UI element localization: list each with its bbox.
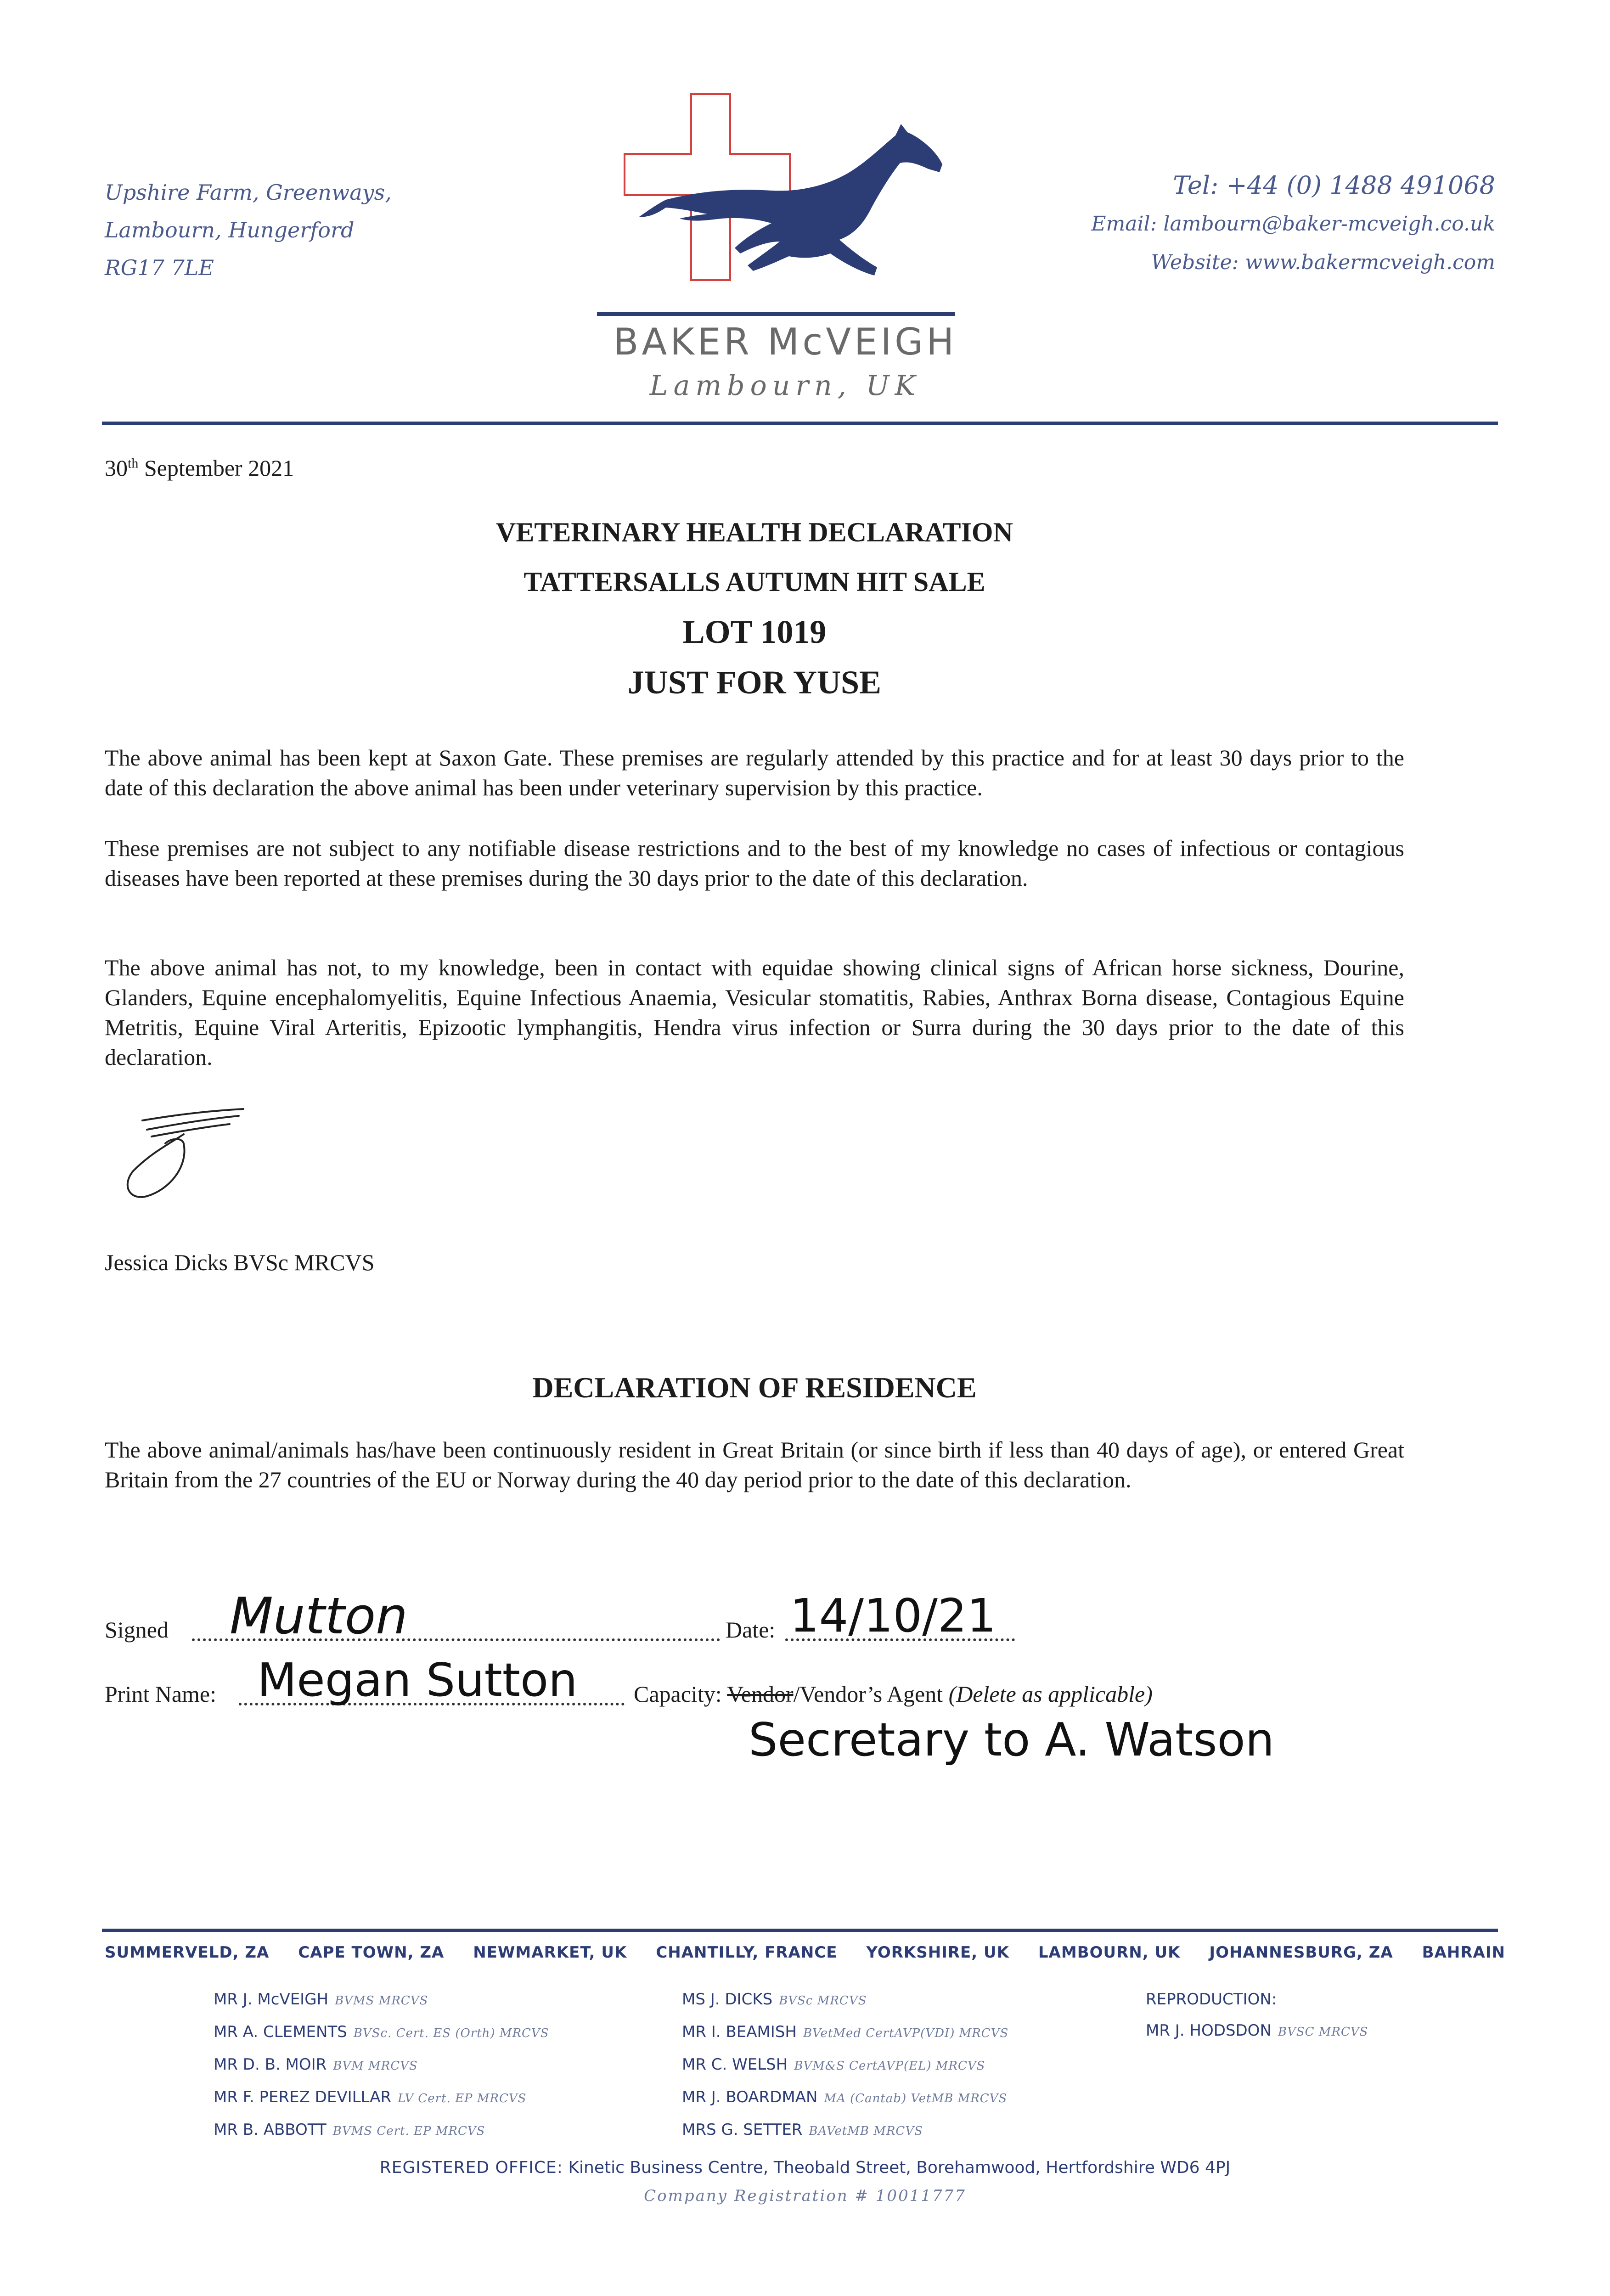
- registered-office-label: REGISTERED OFFICE:: [379, 2158, 563, 2177]
- website: Website: www.bakermcveigh.com: [1151, 251, 1495, 274]
- capacity-vendor-struck: Vendor: [727, 1681, 794, 1707]
- staff-name: REPRODUCTION:: [1146, 1990, 1277, 2009]
- print-name-handwriting[interactable]: Megan Sutton: [257, 1653, 578, 1707]
- staff-name: MR A. CLEMENTS: [214, 2023, 347, 2041]
- practice-address: [105, 174, 392, 287]
- company-registration: Company Registration # 10011777: [644, 2187, 966, 2205]
- print-name-label: Print Name:: [105, 1681, 217, 1707]
- declaration-title: VETERINARY HEALTH DECLARATION: [496, 517, 1013, 547]
- capacity-handwriting[interactable]: Secretary to A. Watson: [749, 1713, 1275, 1767]
- location: JOHANNESBURG, ZA: [1209, 1943, 1393, 1962]
- staff-qualification: MA (Cantab) VetMB MRCVS: [824, 2092, 1008, 2105]
- declaration-date: [105, 455, 294, 481]
- telephone: Tel: +44 (0) 1488 491068: [1173, 171, 1495, 200]
- staff-qualification: BVMS MRCVS: [335, 1994, 428, 2008]
- capacity-note: (Delete as applicable): [948, 1681, 1153, 1707]
- date-rest: September 2021: [144, 455, 294, 481]
- declaration-title-block: [105, 507, 1404, 708]
- office-locations: [105, 1943, 1505, 1962]
- address-line: Lambourn, Hungerford: [105, 218, 355, 242]
- registered-office: [105, 2158, 1505, 2177]
- location: CAPE TOWN, ZA: [298, 1943, 445, 1962]
- vet-signature: [115, 1102, 262, 1212]
- staff-entry: [1146, 1984, 1368, 2015]
- staff-entry: [214, 2082, 549, 2114]
- staff-entry: [214, 2016, 549, 2049]
- capacity-agent: /Vendor’s Agent: [793, 1681, 943, 1707]
- staff-name: MR J. HODSDON: [1146, 2021, 1272, 2040]
- horse-name: JUST FOR YUSE: [627, 664, 882, 701]
- signed-handwriting[interactable]: Mutton: [230, 1587, 408, 1645]
- supervision-paragraph: The above animal has been kept at Saxon Gate. These premises are regularly attended by this practice and for at least 30 days prior to the date of this declaration the above animal has been under veterinary supervision by this practice.: [105, 745, 1404, 800]
- staff-entry: [682, 2114, 1008, 2147]
- capacity-label: Capacity:: [634, 1681, 722, 1707]
- contact-equidae-paragraph: The above animal has not, to my knowledge, been in contact with equidae showing clinical signs of African horse sickness, Dourine, Glanders, Equine encephalomyelitis, Equine Infectious Anaemia, Vesicular stomatitis, Rabies, Anthrax Borna disease, Contagious Equine Metritis, Equine Viral Arteritis, Epizootic lymphangitis, Hendra virus infection or Surra during the 30 days prior to the date of this declaration.: [105, 955, 1404, 1070]
- staff-entry: [682, 2016, 1008, 2049]
- staff-name: MR D. B. MOIR: [214, 2055, 327, 2074]
- date-day: 30: [105, 455, 128, 481]
- staff-entry: [682, 1984, 1008, 2016]
- residence-title: DECLARATION OF RESIDENCE: [532, 1371, 977, 1404]
- galloping-horse-icon: [639, 124, 942, 276]
- location: LAMBOURN, UK: [1038, 1943, 1181, 1962]
- staff-name: MS J. DICKS: [682, 1990, 773, 2009]
- residence-paragraph: The above animal/animals has/have been continuously resident in Great Britain (or since birth if less than 40 days of age), or entered Great Britain from the 27 countries of the EU or Norway during the 40 day period prior to the date of this declaration.: [105, 1437, 1404, 1492]
- staff-name: MR J. BOARDMAN: [682, 2088, 818, 2106]
- staff-entry: [682, 2082, 1008, 2114]
- staff-qualification: LV Cert. EP MRCVS: [398, 2092, 527, 2105]
- staff-name: MRS G. SETTER: [682, 2121, 803, 2139]
- sale-title: TATTERSALLS AUTUMN HIT SALE: [524, 567, 985, 597]
- staff-qualification: BAVetMB MRCVS: [809, 2124, 923, 2138]
- footer-divider: [102, 1929, 1498, 1932]
- staff-name: MR F. PEREZ DEVILLAR: [214, 2088, 392, 2106]
- address-line: Upshire Farm, Greenways,: [105, 180, 392, 205]
- staff-qualification: BVetMed CertAVP(VDI) MRCVS: [803, 2026, 1009, 2040]
- staff-entry: [1146, 2015, 1368, 2048]
- staff-qualification: BVSC MRCVS: [1278, 2025, 1368, 2039]
- staff-entry: [214, 2049, 549, 2082]
- header-divider: [102, 422, 1498, 425]
- baker-mcveigh-logo: [597, 87, 1010, 317]
- staff-qualification: BVMS Cert. EP MRCVS: [332, 2124, 485, 2138]
- registered-office-address: Kinetic Business Centre, Theobald Street, Borehamwood, Hertfordshire WD6 4PJ: [568, 2158, 1231, 2177]
- staff-name: MR C. WELSH: [682, 2055, 788, 2074]
- brand-location: Lambourn, UK: [649, 370, 921, 402]
- email: Email: lambourn@baker-mcveigh.co.uk: [1091, 212, 1495, 236]
- staff-column-2: [682, 1984, 1008, 2147]
- staff-qualification: BVSc MRCVS: [779, 1994, 867, 2008]
- date-handwriting[interactable]: 14/10/21: [790, 1589, 996, 1643]
- staff-name: MR B. ABBOTT: [214, 2121, 327, 2139]
- location: SUMMERVELD, ZA: [105, 1943, 270, 1962]
- address-line: RG17 7LE: [105, 255, 214, 280]
- location: BAHRAIN: [1422, 1943, 1505, 1962]
- red-cross-icon: [625, 94, 790, 280]
- disease-restriction-paragraph: These premises are not subject to any notifiable disease restrictions and to the best of my knowledge no cases of infectious or contagious diseases have been reported at these premises during the 30 days prior to the date of this declaration.: [105, 835, 1404, 891]
- brand-block: [597, 317, 974, 404]
- signed-label: Signed: [105, 1617, 169, 1643]
- brand-name: BAKER McVEIGH: [613, 321, 957, 363]
- capacity-line: [634, 1681, 1153, 1707]
- staff-name: MR I. BEAMISH: [682, 2023, 797, 2041]
- date-label: Date:: [726, 1617, 776, 1643]
- vet-name: Jessica Dicks BVSc MRCVS: [105, 1249, 375, 1275]
- staff-entry: [682, 2049, 1008, 2082]
- staff-qualification: BVSc. Cert. ES (Orth) MRCVS: [353, 2026, 549, 2040]
- staff-qualification: BVM&S CertAVP(EL) MRCVS: [794, 2059, 985, 2073]
- staff-qualification: BVM MRCVS: [333, 2059, 418, 2073]
- location: NEWMARKET, UK: [473, 1943, 627, 1962]
- date-suffix: th: [128, 456, 139, 471]
- staff-entry: [214, 2114, 549, 2147]
- staff-entry: [214, 1984, 549, 2016]
- contact-details: [1091, 166, 1495, 282]
- staff-column-3: [1146, 1984, 1368, 2048]
- staff-column-1: [214, 1984, 549, 2147]
- location: YORKSHIRE, UK: [866, 1943, 1009, 1962]
- lot-number: LOT 1019: [682, 613, 827, 650]
- staff-name: MR J. McVEIGH: [214, 1990, 329, 2009]
- location: CHANTILLY, FRANCE: [656, 1943, 838, 1962]
